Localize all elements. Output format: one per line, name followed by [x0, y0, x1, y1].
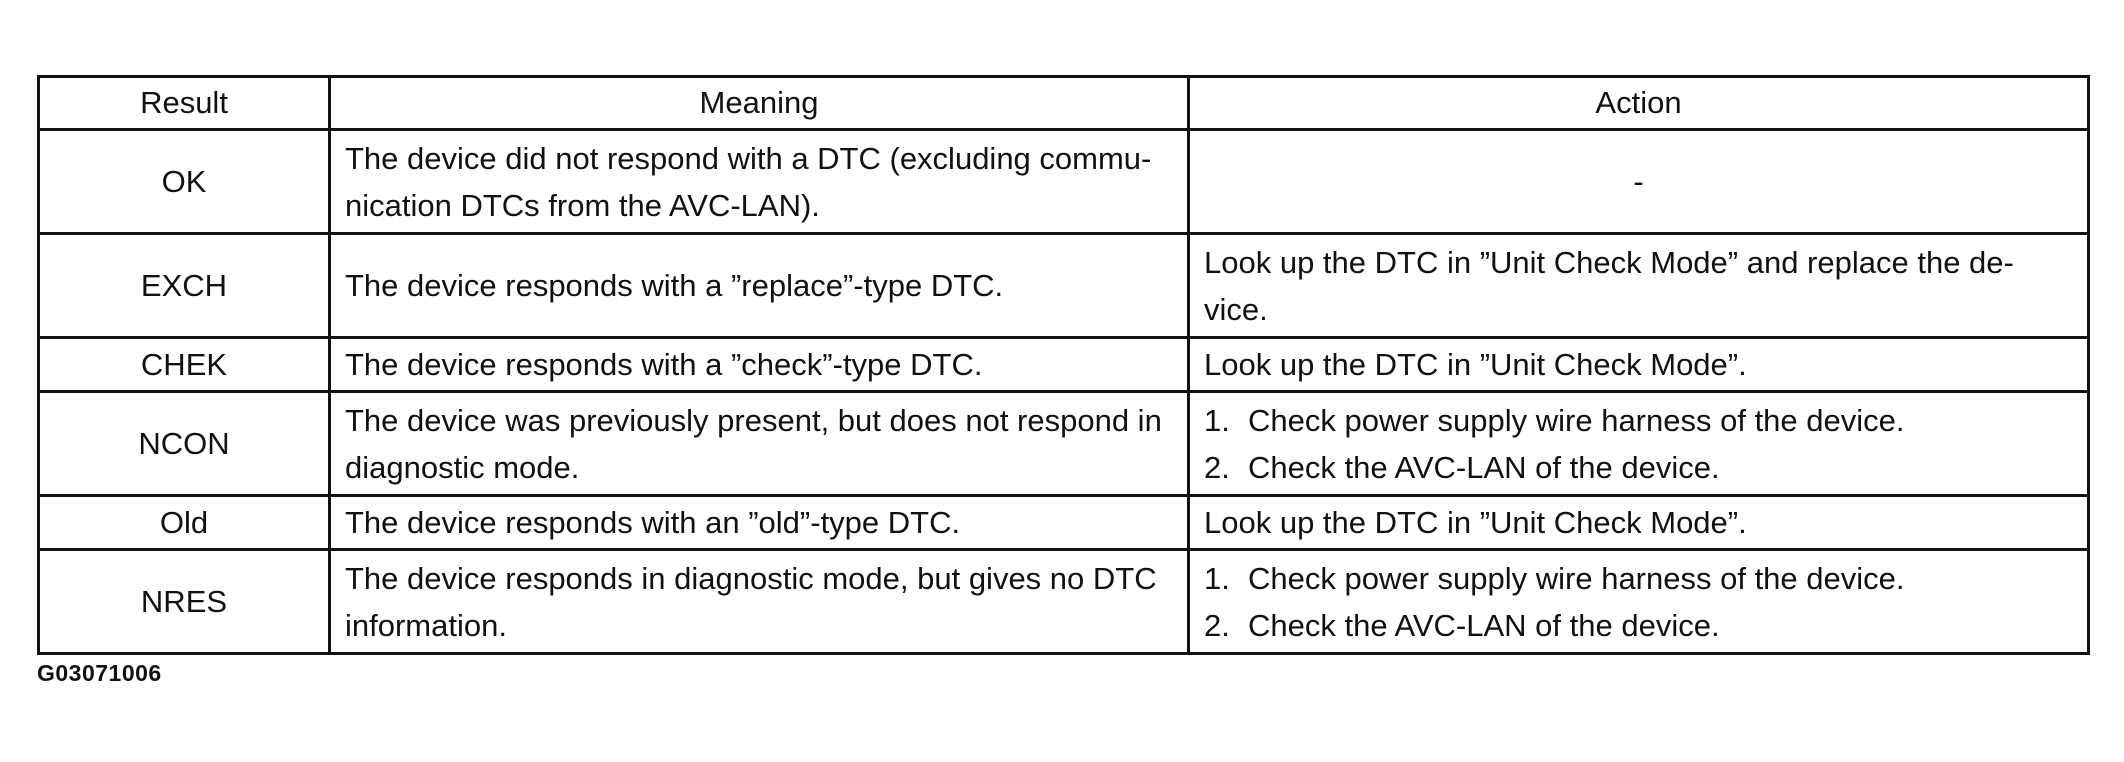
step-number: 2.	[1204, 607, 1230, 643]
action-line: Look up the DTC in ”Unit Check Mode”.	[1204, 505, 1747, 540]
action-steps-list	[1204, 555, 2073, 649]
action-cell	[1189, 234, 2089, 338]
action-line: vice.	[1204, 291, 1268, 327]
meaning-line: diagnostic mode.	[345, 449, 580, 485]
meaning-line: The device responds with an ”old”-type DTC.	[345, 505, 961, 540]
step-number: 1.	[1204, 402, 1230, 438]
result-code: NCON	[39, 392, 330, 496]
meaning-line: The device did not respond with a DTC (excluding commu-	[345, 140, 1152, 176]
action-cell	[1189, 392, 2089, 496]
meaning-line: The device responds with a ”check”-type DTC.	[345, 347, 983, 382]
header-action: Action	[1189, 77, 2089, 130]
action-cell	[1189, 130, 2089, 234]
meaning-cell	[330, 392, 1189, 496]
step-text: Check power supply wire harness of the device.	[1248, 560, 1905, 596]
action-step	[1204, 444, 2073, 491]
step-text: Check the AVC-LAN of the device.	[1248, 449, 1720, 485]
table-row	[39, 496, 2089, 550]
result-code: NRES	[39, 550, 330, 654]
result-code: EXCH	[39, 234, 330, 338]
action-line: -	[1633, 164, 1644, 199]
header-result: Result	[39, 77, 330, 130]
table-row	[39, 338, 2089, 392]
action-cell	[1189, 338, 2089, 392]
meaning-cell	[330, 234, 1189, 338]
meaning-cell	[330, 550, 1189, 654]
figure-id: G03071006	[37, 660, 162, 686]
table-row	[39, 130, 2089, 234]
action-line: Look up the DTC in ”Unit Check Mode”.	[1204, 347, 1747, 382]
meaning-line: The device responds in diagnostic mode, but gives no DTC	[345, 560, 1157, 596]
table-row	[39, 392, 2089, 496]
step-text: Check the AVC-LAN of the device.	[1248, 607, 1720, 643]
action-cell	[1189, 550, 2089, 654]
result-code: CHEK	[39, 338, 330, 392]
meaning-line: nication DTCs from the AVC-LAN).	[345, 187, 820, 223]
action-steps-list	[1204, 397, 2073, 491]
step-text: Check power supply wire harness of the device.	[1248, 402, 1905, 438]
meaning-line: The device responds with a ”replace”-type DTC.	[345, 268, 1004, 303]
table-header-row	[39, 77, 2089, 130]
action-step	[1204, 555, 2073, 602]
step-number: 1.	[1204, 560, 1230, 596]
table-row	[39, 234, 2089, 338]
meaning-line: information.	[345, 607, 507, 643]
action-cell	[1189, 496, 2089, 550]
meaning-cell	[330, 496, 1189, 550]
result-code: OK	[39, 130, 330, 234]
result-table	[37, 75, 2090, 655]
table-row	[39, 550, 2089, 654]
meaning-cell	[330, 338, 1189, 392]
action-line: Look up the DTC in ”Unit Check Mode” and replace the de-	[1204, 244, 2014, 280]
meaning-line: The device was previously present, but does not respond in	[345, 402, 1162, 438]
meaning-cell	[330, 130, 1189, 234]
step-number: 2.	[1204, 449, 1230, 485]
action-step	[1204, 397, 2073, 444]
action-step	[1204, 602, 2073, 649]
header-meaning: Meaning	[330, 77, 1189, 130]
result-code: Old	[39, 496, 330, 550]
